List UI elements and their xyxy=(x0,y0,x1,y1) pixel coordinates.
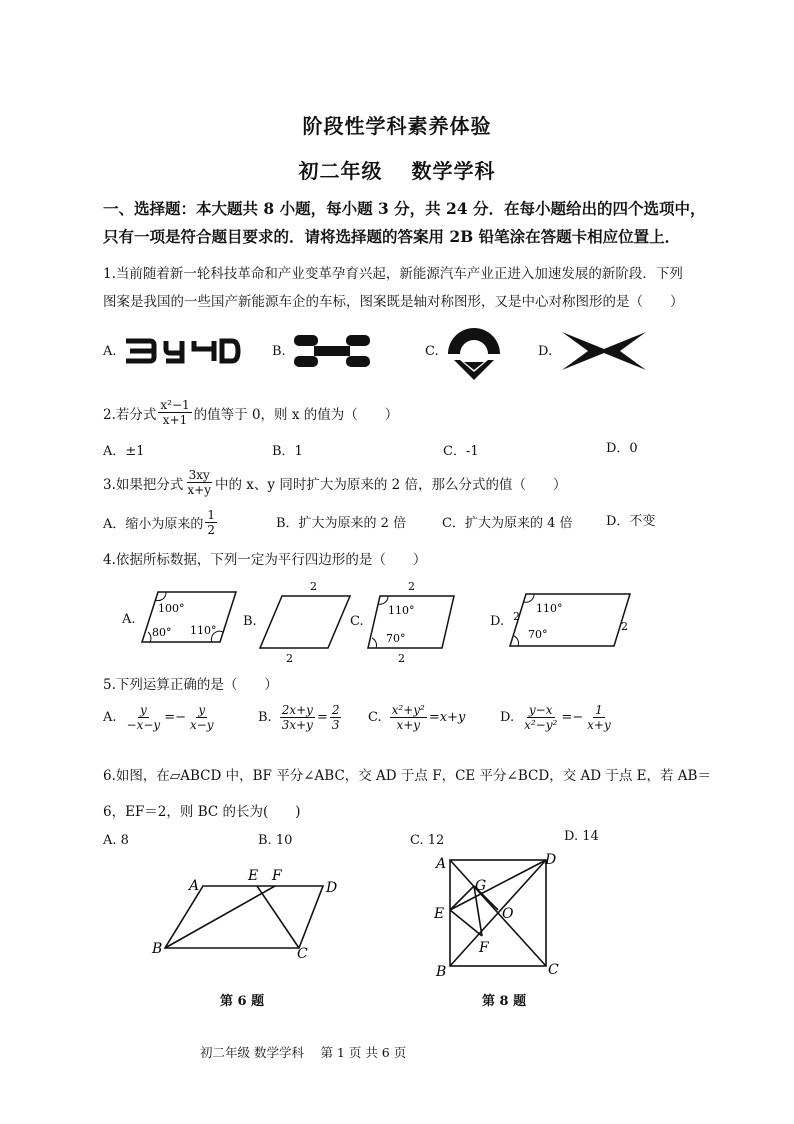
section-heading-line2: 只有一项是符合题目要求的．请将选择题的答案用 2B 铅笔涂在答题卡相应位置上． xyxy=(103,227,681,246)
q5-b-n2: 2 xyxy=(331,703,340,717)
q5-d-d2: x+y xyxy=(587,718,611,732)
fig6-label-E: E xyxy=(248,868,259,884)
q5-d-frac1 xyxy=(522,703,559,732)
q3-option-d: D．不变 xyxy=(606,514,656,529)
logo-d-icon xyxy=(560,330,650,372)
page-title: 阶段性学科素养体验 xyxy=(302,114,492,138)
q1-option-d-label: D. xyxy=(538,344,553,359)
q5-c-eq: =x+y xyxy=(428,710,466,725)
q5-a-label: A. xyxy=(103,710,117,725)
q4-a-angle1: 100° xyxy=(158,602,185,615)
fig6-label-B: B xyxy=(152,941,163,957)
q3-option-c: C．扩大为原来的 4 倍 xyxy=(442,516,573,531)
q2-suffix: 的值等于 0，则 x 的值为（ ） xyxy=(193,406,399,423)
q5-stem: 5.下列运算正确的是（ ） xyxy=(103,677,278,693)
q2-option-c: C．-1 xyxy=(443,444,479,459)
fig8-label-O: O xyxy=(502,906,514,922)
q4-option-d-label: D. xyxy=(490,614,505,629)
q5-d-n2: 1 xyxy=(595,703,603,717)
q3-fraction xyxy=(185,468,213,497)
q2-denominator: x+1 xyxy=(162,413,188,427)
q4-figure-d xyxy=(508,590,636,652)
figure-6 xyxy=(145,860,345,960)
fig8-label-F: F xyxy=(479,940,489,956)
q4-d-angle2: 70° xyxy=(528,628,548,641)
q4-figure-a xyxy=(140,586,240,648)
q5-c-frac1 xyxy=(390,703,427,732)
byd-logo-icon xyxy=(122,335,242,367)
q3-numerator: 3xy xyxy=(188,468,210,482)
q1-option-b-label: B. xyxy=(272,344,286,359)
page-footer: 初二年级 数学学科 第 1 页 共 6 页 xyxy=(200,1045,407,1060)
q5-d-d1: x²−y² xyxy=(524,718,558,732)
q4-b-bottom-label: 2 xyxy=(286,652,293,664)
q3-option-b: B．扩大为原来的 2 倍 xyxy=(276,516,407,531)
q6-option-a: A. 8 xyxy=(103,833,129,848)
q5-option-a xyxy=(103,703,218,732)
q5-a-frac1 xyxy=(125,703,163,732)
q5-b-d1: 3x+y xyxy=(281,718,313,732)
q5-a-frac2 xyxy=(188,703,216,732)
q2-numerator: x²−1 xyxy=(160,398,190,412)
q6-option-d: D. 14 xyxy=(564,829,599,844)
section-heading-line1: 一、选择题：本大题共 8 小题，每小题 3 分，共 24 分．在每小题给出的四个选项中， xyxy=(103,199,706,218)
q3-suffix: 中的 x、y 同时扩大为原来的 2 倍，那么分式的值（ ） xyxy=(215,476,567,493)
q3-option-a-fraction xyxy=(205,508,217,537)
q5-c-d1: x+y xyxy=(396,718,421,732)
q5-c-n1: x²+y² xyxy=(391,703,425,717)
logo-c-icon xyxy=(444,322,504,384)
q5-c-label: C. xyxy=(368,710,382,725)
fig8-label-C: C xyxy=(548,962,559,978)
q6-line1: 6.如图，在▱ABCD 中，BF 平分∠ABC，交 AD 于点 F，CE 平分∠BCD，交 AD 于点 E，若 AB＝ xyxy=(103,768,711,784)
q4-option-b-label: B. xyxy=(243,614,257,629)
q5-b-label: B. xyxy=(258,710,272,725)
fig6-label-F: F xyxy=(272,868,282,884)
q4-c-top-label: 2 xyxy=(408,580,415,593)
q2-option-d: D．0 xyxy=(606,441,638,456)
q5-b-frac2 xyxy=(330,703,342,732)
q5-a-n2: y xyxy=(198,703,206,717)
q4-figure-b xyxy=(256,578,352,664)
q1-option-c-label: C. xyxy=(425,344,439,359)
q5-option-c xyxy=(368,703,465,732)
q3-stem xyxy=(103,468,567,497)
fig8-label-B: B xyxy=(436,964,447,980)
q5-d-n1: y−x xyxy=(528,703,553,717)
q5-option-d xyxy=(500,703,615,732)
q5-a-n1: y xyxy=(139,703,147,717)
q2-option-a: A．±1 xyxy=(103,444,145,459)
fig8-label-D: D xyxy=(545,852,557,868)
q2-prefix: 2.若分式 xyxy=(103,406,157,423)
page-subtitle: 初二年级 数学学科 xyxy=(298,159,496,183)
q3-option-a-numerator: 1 xyxy=(207,508,216,522)
q6-option-b: B. 10 xyxy=(258,833,293,848)
figure-6-caption: 第 6 题 xyxy=(220,994,265,1009)
fig8-label-G: G xyxy=(475,878,487,894)
q5-d-eq: =− xyxy=(561,710,584,725)
q5-b-frac1 xyxy=(280,703,315,732)
q5-a-d2: x−y xyxy=(189,718,214,732)
q4-c-angle1: 110° xyxy=(388,604,415,617)
q5-a-d1: −x−y xyxy=(126,718,161,732)
q3-option-a-text: A．缩小为原来的 xyxy=(103,517,204,532)
logo-b-icon xyxy=(292,333,372,369)
q3-option-a-denominator: 2 xyxy=(207,523,216,537)
fig6-label-C: C xyxy=(297,946,308,960)
fig6-label-A: A xyxy=(189,878,200,894)
q5-option-b xyxy=(258,703,343,732)
q2-stem xyxy=(103,398,398,427)
fig6-label-D: D xyxy=(326,880,338,896)
q5-d-frac2 xyxy=(585,703,613,732)
q6-line2: 6，EF＝2，则 BC 的长为( ) xyxy=(103,804,301,820)
q4-option-c-label: C. xyxy=(350,614,364,629)
q2-option-b: B．1 xyxy=(272,444,303,459)
q1-line1: 1.当前随着新一轮科技革命和产业变革孕育兴起，新能源汽车产业正进入加速发展的新阶段．下列 xyxy=(103,266,683,282)
q4-figure-c xyxy=(364,578,456,664)
q3-option-a xyxy=(103,508,219,537)
fig8-label-E: E xyxy=(434,906,445,922)
q4-b-top-label: 2 xyxy=(310,580,317,593)
figure-8 xyxy=(430,850,570,980)
q4-a-angle2: 80° xyxy=(152,626,172,639)
q4-c-bottom-label: 2 xyxy=(398,652,405,664)
q3-prefix: 3.如果把分式 xyxy=(103,476,184,493)
q2-fraction xyxy=(158,398,191,427)
q5-a-eq: =− xyxy=(164,710,186,725)
q4-option-a-label: A. xyxy=(122,612,136,627)
q4-d-right-label: 2 xyxy=(621,620,628,633)
q5-d-label: D. xyxy=(500,710,515,725)
q4-a-angle3: 110° xyxy=(190,624,217,637)
q1-option-a-label: A. xyxy=(103,344,117,359)
q6-option-c: C. 12 xyxy=(410,833,445,848)
q5-b-n1: 2x+y xyxy=(281,703,313,717)
q3-denominator: x+y xyxy=(187,483,211,497)
q1-line2: 图案是我国的一些国产新能源车企的车标，图案既是轴对称图形，又是中心对称图形的是（ ） xyxy=(103,294,684,310)
fig8-label-A: A xyxy=(436,856,447,872)
q4-stem: 4.依据所标数据，下列一定为平行四边形的是（ ） xyxy=(103,552,427,568)
q4-d-angle1: 110° xyxy=(536,602,563,615)
q4-c-angle2: 70° xyxy=(386,632,406,645)
q4-d-left-label: 2 xyxy=(513,610,520,623)
q5-b-d2: 3 xyxy=(331,718,340,732)
figure-8-caption: 第 8 题 xyxy=(482,994,527,1009)
q5-b-eq: = xyxy=(316,710,328,725)
